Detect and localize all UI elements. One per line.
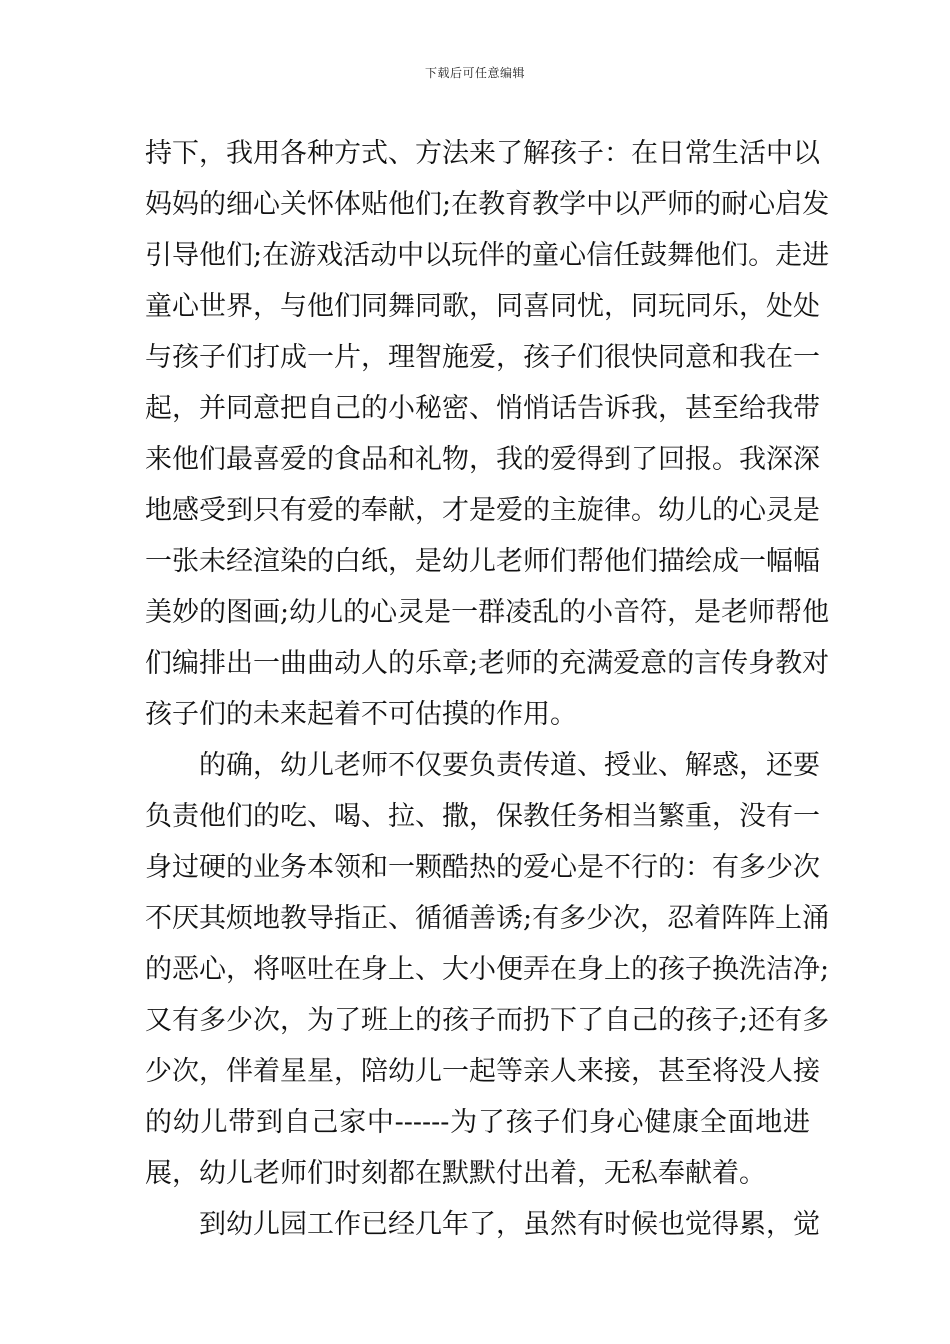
text-line: 孩子们的未来起着不可估摸的作用。 [145,699,577,730]
text-line: 来他们最喜爱的食品和礼物，我的爱得到了回报。我深深 [145,444,820,475]
body-text [145,128,830,1250]
text-line: 又有多少次，为了班上的孩子而扔下了自己的孩子;还有多 [145,1005,830,1036]
text-line: 持下，我用各种方式、方法来了解孩子：在日常生活中以 [145,138,820,169]
paragraph [145,740,830,1199]
text-line: 地感受到只有爱的奉献，才是爱的主旋律。幼儿的心灵是 [145,495,820,526]
page-header: 下载后可任意编辑 [424,66,525,80]
text-line: 妈妈的细心关怀体贴他们;在教育教学中以严师的耐心启发 [145,189,830,220]
text-line: 不厌其烦地教导指正、循循善诱;有多少次，忍着阵阵上涌 [145,903,830,934]
text-line: 一张未经渲染的白纸，是幼儿老师们帮他们描绘成一幅幅 [145,546,820,577]
text-line: 起，并同意把自己的小秘密、悄悄话告诉我，甚至给我带 [145,393,820,424]
text-line: 引导他们;在游戏活动中以玩伴的童心信任鼓舞他们。走进 [145,240,830,271]
text-line: 与孩子们打成一片，理智施爱，孩子们很快同意和我在一 [145,342,820,373]
text-line: 们编排出一曲曲动人的乐章;老师的充满爱意的言传身教对 [145,648,830,679]
text-line: 到幼儿园工作已经几年了，虽然有时候也觉得累，觉 [199,1209,820,1240]
text-line: 童心世界，与他们同舞同歌，同喜同忧，同玩同乐，处处 [145,291,820,322]
text-line: 身过硬的业务本领和一颗酷热的爱心是不行的：有多少次 [145,852,820,883]
text-line: 少次，伴着星星，陪幼儿一起等亲人来接，甚至将没人接 [145,1056,820,1087]
text-line: 负责他们的吃、喝、拉、撒，保教任务相当繁重，没有一 [145,801,820,832]
text-line: 的恶心，将呕吐在身上、大小便弄在身上的孩子换洗洁净; [145,954,830,985]
paragraph [145,128,830,740]
text-line: 展，幼儿老师们时刻都在默默付出着，无私奉献着。 [145,1158,766,1189]
text-line: 的确，幼儿老师不仅要负责传道、授业、解惑，还要 [199,750,820,781]
text-line: 的幼儿带到自己家中------为了孩子们身心健康全面地进 [145,1107,810,1138]
text-line: 美妙的图画;幼儿的心灵是一群凌乱的小音符，是老师帮他 [145,597,830,628]
paragraph [145,1199,820,1250]
